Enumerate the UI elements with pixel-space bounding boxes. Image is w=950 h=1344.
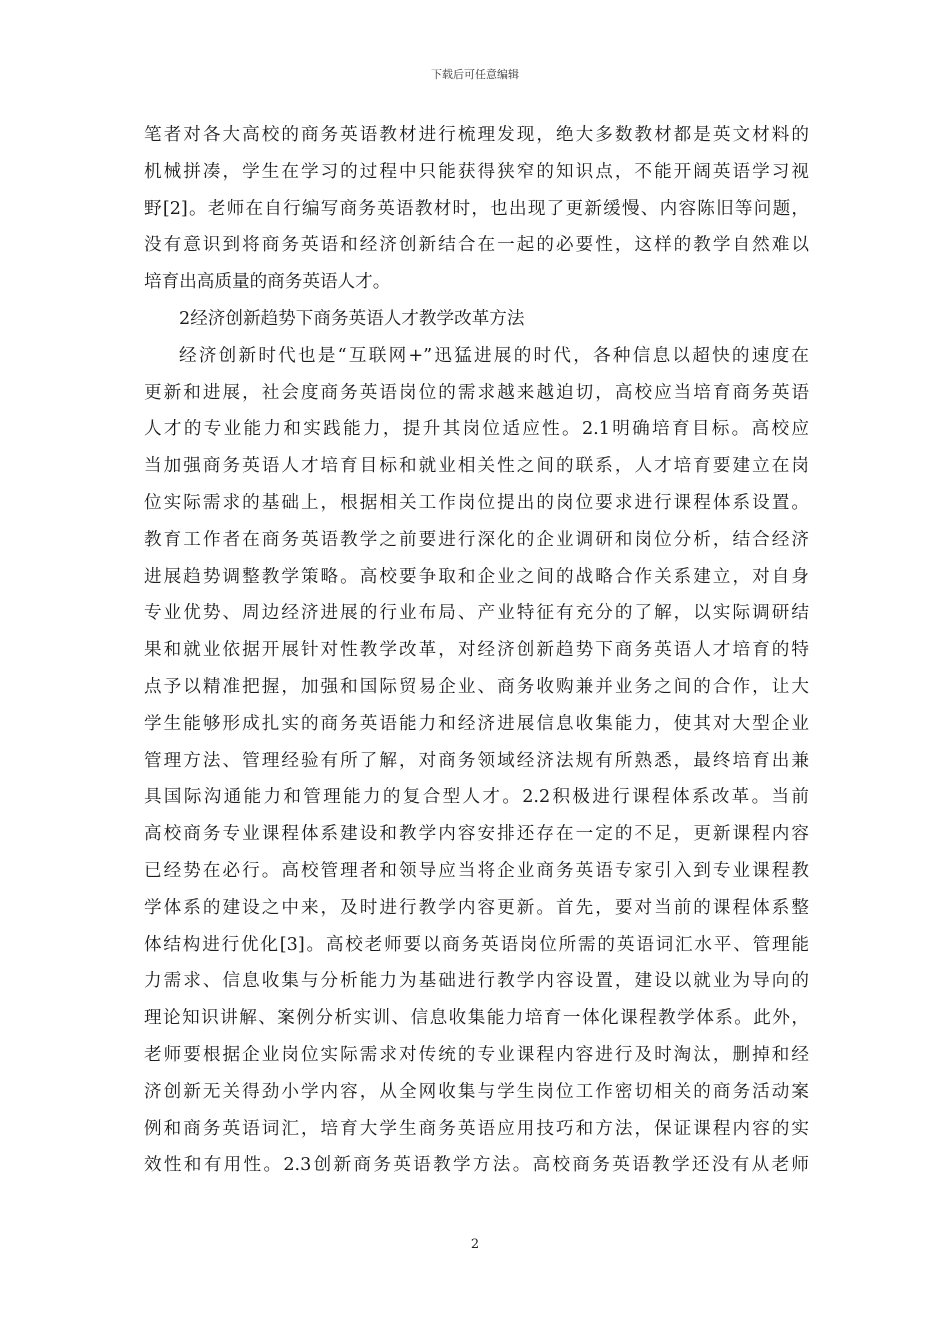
text-line: 力需求、信息收集与分析能力为基础进行教学内容设置，建设以就业为导向的 bbox=[144, 971, 809, 992]
text-line: 专业优势、周边经济进展的行业布局、产业特征有充分的了解，以实际调研结 bbox=[144, 603, 809, 624]
text-line: 学生能够形成扎实的商务英语能力和经济进展信息收集能力，使其对大型企业 bbox=[144, 713, 809, 734]
text-line: 更新和进展，社会度商务英语岗位的需求越来越迫切，高校应当培育商务英语 bbox=[144, 382, 809, 403]
text-line: 位实际需求的基础上，根据相关工作岗位提出的岗位要求进行课程体系设置。 bbox=[144, 492, 809, 513]
page-number: 2 bbox=[470, 1237, 480, 1252]
text-line: 体结构进行优化[3]。高校老师要以商务英语岗位所需的英语词汇水平、管理能 bbox=[144, 934, 809, 955]
text-line: 效性和有用性。2.3创新商务英语教学方法。高校商务英语教学还没有从老师 bbox=[144, 1155, 809, 1176]
text-line: 野[2]。老师在自行编写商务英语教材时，也出现了更新缓慢、内容陈旧等问题， bbox=[144, 198, 809, 219]
text-line: 高校商务专业课程体系建设和教学内容安排还存在一定的不足，更新课程内容 bbox=[144, 824, 809, 845]
text-line: 例和商务英语词汇，培育大学生商务英语应用技巧和方法，保证课程内容的实 bbox=[144, 1118, 809, 1139]
text-line: 培育出高质量的商务英语人才。 bbox=[144, 272, 391, 293]
page-header: 下载后可任意编辑 bbox=[431, 68, 519, 81]
text-line: 机械拼凑，学生在学习的过程中只能获得狭窄的知识点，不能开阔英语学习视 bbox=[144, 161, 809, 182]
text-line: 老师要根据企业岗位实际需求对传统的专业课程内容进行及时淘汰，删掉和经 bbox=[144, 1044, 809, 1065]
text-line: 点予以精准把握，加强和国际贸易企业、商务收购兼并业务之间的合作，让大 bbox=[144, 676, 809, 697]
body-text bbox=[144, 117, 809, 1184]
text-line: 管理方法、管理经验有所了解，对商务领域经济法规有所熟悉，最终培育出兼 bbox=[144, 750, 809, 771]
text-line: 济创新无关得劲小学内容，从全网收集与学生岗位工作密切相关的商务活动案 bbox=[144, 1081, 809, 1102]
text-line: 教育工作者在商务英语教学之前要进行深化的企业调研和岗位分析，结合经济 bbox=[144, 529, 809, 550]
text-line: 人才的专业能力和实践能力，提升其岗位适应性。2.1明确培育目标。高校应 bbox=[144, 419, 809, 440]
section-heading: 2经济创新趋势下商务英语人才教学改革方法 bbox=[179, 308, 525, 329]
text-line: 笔者对各大高校的商务英语教材进行梳理发现，绝大多数教材都是英文材料的 bbox=[144, 125, 809, 145]
text-line: 果和就业依据开展针对性教学改革，对经济创新趋势下商务英语人才培育的特 bbox=[144, 640, 809, 661]
text-line: 学体系的建设之中来，及时进行教学内容更新。首先，要对当前的课程体系整 bbox=[144, 897, 809, 918]
text-line: 经济创新时代也是“互联网+”迅猛进展的时代，各种信息以超快的速度在 bbox=[179, 345, 809, 366]
text-line: 具国际沟通能力和管理能力的复合型人才。2.2积极进行课程体系改革。当前 bbox=[144, 787, 809, 808]
text-line: 进展趋势调整教学策略。高校要争取和企业之间的战略合作关系建立，对自身 bbox=[144, 566, 809, 587]
text-line: 理论知识讲解、案例分析实训、信息收集能力培育一体化课程教学体系。此外， bbox=[144, 1008, 809, 1029]
text-line: 已经势在必行。高校管理者和领导应当将企业商务英语专家引入到专业课程教 bbox=[144, 860, 809, 881]
text-line: 当加强商务英语人才培育目标和就业相关性之间的联系，人才培育要建立在岗 bbox=[144, 456, 809, 477]
text-line: 没有意识到将商务英语和经济创新结合在一起的必要性，这样的教学自然难以 bbox=[144, 235, 809, 256]
